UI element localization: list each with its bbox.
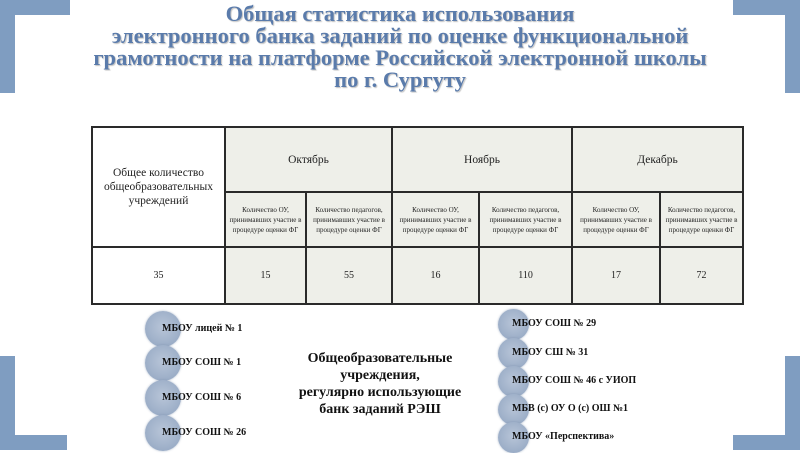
december-teachers-subheader: Количество педагогов, принимавших участие в процедуре оценки ФГ <box>660 192 743 247</box>
list-item: МБОУ СШ № 31 <box>512 347 589 358</box>
december-teachers-value: 72 <box>660 247 743 304</box>
title-line-3: грамотности на платформе Российской электронной школы <box>93 45 707 70</box>
list-item: МБОУ СОШ № 1 <box>162 357 242 368</box>
november-schools-subheader: Количество ОУ, принимавших участие в процедуре оценки ФГ <box>392 192 479 247</box>
list-item: МБОУ СОШ № 26 <box>162 427 247 438</box>
table-row <box>92 247 743 304</box>
list-item: МБОУ лицей № 1 <box>162 323 243 334</box>
october-teachers-subheader: Количество педагогов, принимавших участие в процедуре оценки ФГ <box>306 192 392 247</box>
month-october-header: Октябрь <box>225 127 392 192</box>
slide-title <box>40 3 760 91</box>
caption-line-4: банк заданий РЭШ <box>319 402 441 417</box>
list-item: МБОУ СОШ № 6 <box>162 392 242 403</box>
november-teachers-value: 110 <box>479 247 572 304</box>
month-november-header: Ноябрь <box>392 127 572 192</box>
list-item: МБОУ СОШ № 29 <box>512 318 597 329</box>
statistics-table <box>91 126 744 305</box>
october-teachers-value: 55 <box>306 247 392 304</box>
table-header-row-months <box>92 127 743 192</box>
total-schools-value: 35 <box>92 247 225 304</box>
november-schools-value: 16 <box>392 247 479 304</box>
list-item: МБОУ СОШ № 46 с УИОП <box>512 375 637 386</box>
corner-bracket-bottom-right-horizontal <box>733 435 800 450</box>
title-line-1: Общая статистика использования <box>225 1 575 26</box>
list-item: МБВ (с) ОУ О (с) ОШ №1 <box>512 403 629 414</box>
october-schools-value: 15 <box>225 247 306 304</box>
december-schools-subheader: Количество ОУ, принимавших участие в процедуре оценки ФГ <box>572 192 660 247</box>
center-caption <box>282 350 478 418</box>
november-teachers-subheader: Количество педагогов, принимавших участие в процедуре оценки ФГ <box>479 192 572 247</box>
caption-line-1: Общеобразовательные <box>307 351 453 366</box>
caption-line-3: регулярно использующие <box>298 385 462 400</box>
october-schools-subheader: Количество ОУ, принимавших участие в процедуре оценки ФГ <box>225 192 306 247</box>
list-item: МБОУ «Перспектива» <box>512 431 615 442</box>
caption-line-2: учреждения, <box>340 368 420 383</box>
corner-bracket-bottom-left-horizontal <box>0 435 67 450</box>
title-line-2: электронного банка заданий по оценке функциональной <box>111 23 689 48</box>
december-schools-value: 17 <box>572 247 660 304</box>
month-december-header: Декабрь <box>572 127 743 192</box>
title-line-4: по г. Сургуту <box>334 67 466 92</box>
total-schools-header: Общее количество общеобразовательных учреждений <box>92 127 225 247</box>
